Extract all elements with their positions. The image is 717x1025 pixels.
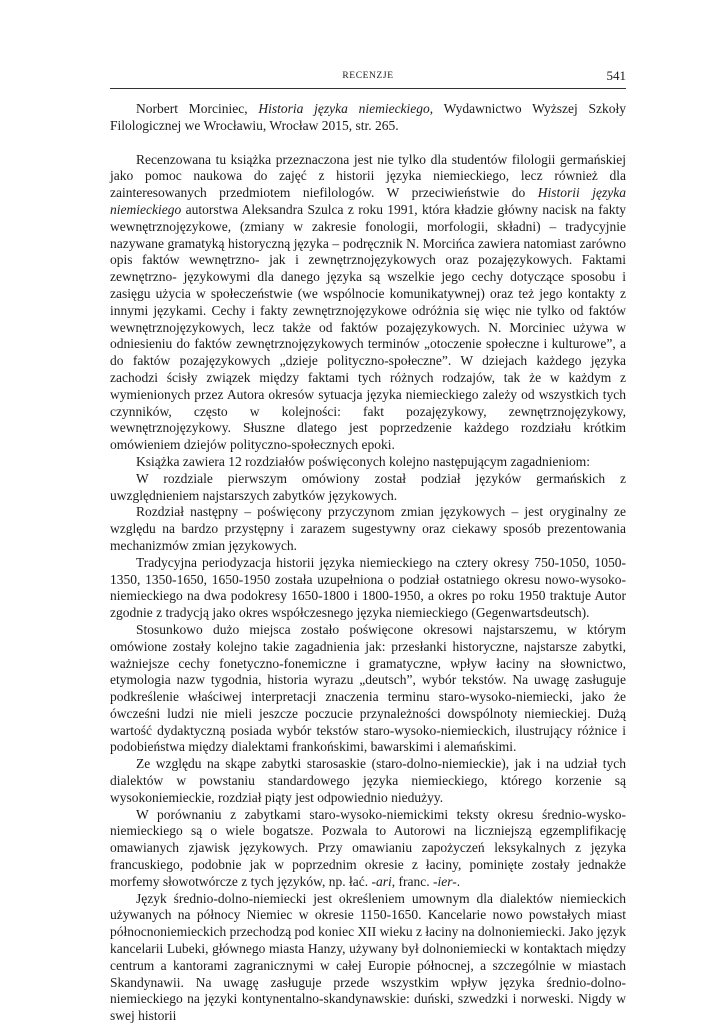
paragraph-9: Język średnio-dolno-niemiecki jest określeniem umownym dla dialektów niemieckich używanych na północy Niemiec w okresie 1150-1650. Kancelarie nowo powstałych miast północnoniemieckich przechodzą pod koniec XII wieku z łaciny na dolnoniemiecki. Jako język kancelarii Lubeki, głównego miasta Hanzy, używany był dolnoniemiecki w kontaktach między centrum a kantorami zagranicznymi w całej Europie północnej, a szczególnie w miastach Skandynawii. Na uwagę zasługuje przede wszystkim wpływ języka średnio-dolno-niemieckiego na języki kontynentalno-skandynawskie: duński, szwedzki i norweski. Nigdy w swej historii [110, 890, 626, 1024]
running-header [110, 68, 626, 89]
paragraph-1 [110, 152, 626, 454]
paragraph-1-italic-title: Historii języka niemieckiego [110, 185, 626, 217]
paragraph-8-text-c: . [456, 873, 461, 889]
page-number: 541 [606, 68, 626, 83]
citation-author: Norbert Morciniec, [136, 101, 259, 116]
article-body [110, 101, 626, 1025]
paragraph-5: Tradycyjna periodyzacja historii języka niemieckiego na cztery okresy 750-1050, 1050-1350, 1350-1650, 1650-1950 została uzupełniona o podział ostatniego okresu nowo-wysoko-niemieckiego na dwa podokresy 1650-1800 i 1800-1950, a okres po roku 1950 traktuje Autor zgodnie z tradycją jako okres współczesnego języka niemieckiego (Gegenwartsdeutsch). [110, 554, 626, 621]
paragraph-1-text-a: Recenzowana tu książka przeznaczona jest nie tylko dla studentów filologii germańskiej jako pomoc naukowa do zajęć z historii języka niemieckiego, lecz również dla zainteresowanych przedmiotem niefilologów. W przeciwieństwie do [110, 151, 626, 201]
paragraph-8 [110, 807, 626, 891]
book-citation [110, 101, 626, 135]
paragraph-2: Książka zawiera 12 rozdziałów poświęconych kolejno następującym zagadnieniom: [136, 453, 590, 469]
paragraph-4: Rozdział następny – poświęcony przyczynom zmian językowych – jest oryginalny ze względu na bardzo przystępny i zarazem sugestywny oraz ciekawy sposób prezentowania mechanizmów zmian językowych. [110, 504, 626, 553]
citation-title: Historia języka niemieckiego [258, 101, 430, 116]
paragraph-8-italic-suffix-ier: -ier- [433, 873, 457, 889]
section-title: RECENZJE [342, 71, 394, 81]
paragraph-8-text-a: W porównaniu z zabytkami staro-wysoko-niemickimi teksty okresu średnio-wysko-niemieckiego są o wiele bogatsze. Pozwala to Autorowi na liczniejszą egzemplifikację omawianych zjawisk językowych. Przy omawianiu zapożyczeń leksykalnych z języka francuskiego, podobnie jak w poprzednim okresie z łaciny, pominięte zostały jednakże morfemy słowotwórcze z tych języków, np. łać. [110, 806, 626, 889]
paragraph-3: W rozdziale pierwszym omówiony został podział języków germańskich z uwzględnieniem najstarszych zabytków językowych. [110, 470, 626, 503]
paragraph-1-text-b: autorstwa Aleksandra Szulca z roku 1991, która kładzie główny nacisk na fakty wewnętrznojęzykowe, (zmiany w zakresie fonologii, morfologii, składni) – tradycyjnie nazywane gramatyką historyczną języka – podręcznik N. Morcińca zawiera natomiast zarówno opis faktów wewnętrzno- jak i zewnętrznojęzykowych oraz pozajęzykowych. Faktami zewnętrzno- językowymi dla danego języka są wszelkie jego cechy dotyczące sposobu i zasięgu użycia w społeczeństwie (we wspólnocie komunikatywnej) oraz też jego kontakty z innymi językami. Cechy i fakty zewnętrznojęzykowe odróżnia się więc nie tylko od faktów wewnętrznojęzykowych, lecz także od faktów pozajęzykowych. N. Morciniec używa w odniesieniu do faktów zewnętrznojęzykowych terminów „otoczenie społeczne i kulturowe”, a do faktów pozajęzykowych „dzieje polityczno-społeczne”. W dziejach każdego języka zachodzi ścisły związek między faktami tych różnych rodzajów, tak że w każdym z wymienionych przez Autora okresów sytuacja języka niemieckiego zależy od wszystkich tych czynników, często w kolejności: fakt pozajęzykowy, zewnętrznojęzykowy, wewnętrznojęzykowy. Słuszne dlatego jest poprzedzenie każdego rozdziału krótkim omówieniem dziejów polityczno-społecznych epoki. [110, 201, 626, 453]
paragraph-6: Stosunkowo dużo miejsca zostało poświęcone okresowi najstarszemu, w którym omówione zostały kolejno takie zagadnienia jak: przesłanki historyczne, najstarsze zabytki, ważniejsze cechy fonetyczno-fonemiczne i gramatyczne, wpływ łaciny na słownictwo, etymologia nazw tygodnia, historia wyrazu „deutsch”, wybór tekstów. Na uwagę zasługuje podkreślenie właściwej interpretacji znaczenia terminu staro-wysoko-niemiecki, jako że ówcześni ludzi nie mieli jeszcze poczucie przynależności dowspólnoty niemieckiej. Dużą wartość dydaktyczną posiada wybór tekstów staro-wysoko-niemieckich, ilustrujący różnice i podobieństwa między dialektami frankońskimi, bawarskimi i alemańskimi. [110, 621, 626, 755]
paragraph-7: Ze względu na skąpe zabytki starosaskie (staro-dolno-niemieckie), jak i na udział tych dialektów w powstaniu standardowego języka niemieckiego, którego korzenie są wysokoniemieckie, rozdział piąty jest odpowiednio niedużyy. [110, 756, 626, 805]
citation-publisher: , Wydawnictwo Wyższej Szkoły Filologicznej we Wrocławiu, Wrocław 2015, str. 265. [110, 101, 627, 133]
paragraph-8-text-b: , franc. [391, 873, 434, 889]
paragraph-8-italic-suffix-ari: -ari [371, 873, 392, 889]
